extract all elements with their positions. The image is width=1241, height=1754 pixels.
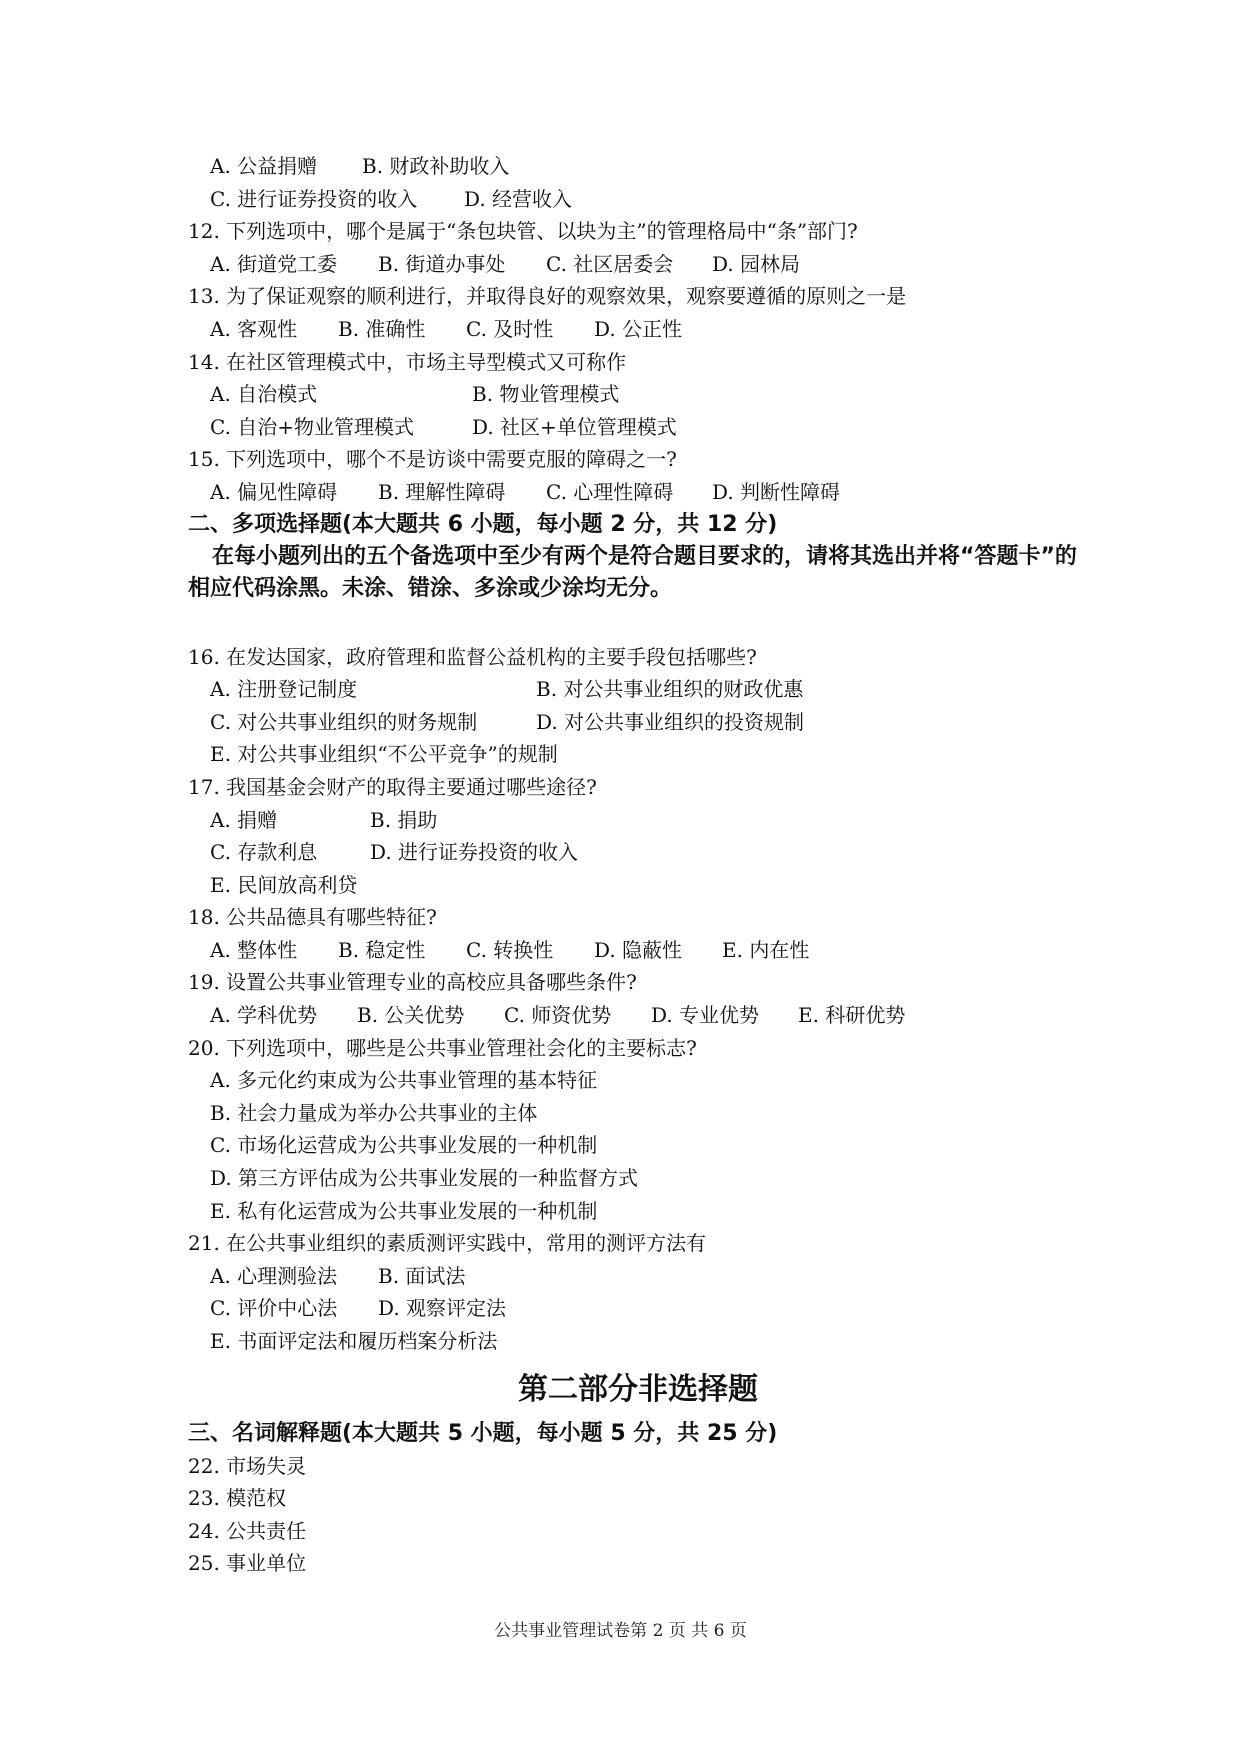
q12-option-b: B. 街道办事处	[378, 251, 506, 276]
q20-option-d: D. 第三方评估成为公共事业发展的一种监督方式	[210, 1166, 639, 1191]
q21-option-e: E. 书面评定法和履历档案分析法	[210, 1329, 498, 1353]
q23-item: 23. 模范权	[188, 1486, 287, 1511]
q17-option-a: A. 捐赠	[210, 807, 278, 832]
q16-option-e: E. 对公共事业组织“不公平竞争”的规制	[210, 742, 558, 767]
q14-option-b: B. 物业管理模式	[472, 382, 620, 407]
q20-option-b: B. 社会力量成为举办公共事业的主体	[210, 1100, 538, 1125]
q12-stem: 12. 下列选项中，哪个是属于“条包块管、以块为主”的管理格局中“条”部门?	[188, 219, 858, 244]
q21-option-b: B. 面试法	[378, 1263, 466, 1288]
q14-stem: 14. 在社区管理模式中，市场主导型模式又可称作	[188, 349, 627, 374]
q21-stem: 21. 在公共事业组织的素质测评实践中，常用的测评方法有	[188, 1231, 707, 1256]
q16-options-row3	[188, 738, 1088, 771]
q16-stem: 16. 在发达国家，政府管理和监督公益机构的主要手段包括哪些?	[188, 644, 757, 669]
q17-option-c: C. 存款利息	[210, 840, 318, 865]
q17-options-row1	[188, 804, 1088, 837]
q19-stem: 19. 设置公共事业管理专业的高校应具备哪些条件?	[188, 970, 637, 995]
q24-item: 24. 公共责任	[188, 1518, 307, 1543]
q21-options-row3	[188, 1325, 1088, 1358]
q18-options	[188, 934, 1088, 967]
q21-option-c: C. 评价中心法	[210, 1296, 338, 1321]
q13-stem: 13. 为了保证观察的顺利进行，并取得良好的观察效果，观察要遵循的原则之一是	[188, 284, 907, 309]
q13-option-a: A. 客观性	[210, 316, 298, 341]
spacer	[188, 605, 1088, 641]
q17-options-row3	[188, 869, 1088, 902]
q21-option-d: D. 观察评定法	[378, 1296, 507, 1321]
q14-option-a: A. 自治模式	[210, 382, 318, 407]
q16-option-c: C. 对公共事业组织的财务规制	[210, 709, 478, 734]
q12-option-a: A. 街道党工委	[210, 251, 338, 276]
q11-option-c: C. 进行证券投资的收入	[210, 186, 418, 211]
q20-option-c: C. 市场化运营成为公共事业发展的一种机制	[210, 1133, 598, 1158]
q19-option-b: B. 公关优势	[357, 1003, 465, 1028]
q14-option-d: D. 社区+单位管理模式	[472, 414, 677, 439]
section2-instruction: 在每小题列出的五个备选项中至少有两个是符合题目要求的，请将其选出并将“答题卡”的相应代码涂黑。未涂、错涂、多涂或少涂均无分。	[188, 543, 1077, 601]
q18-option-b: B. 稳定性	[338, 937, 426, 962]
q22-item: 22. 市场失灵	[188, 1453, 307, 1478]
q12-option-d: D. 园林局	[712, 251, 801, 276]
q25-item: 25. 事业单位	[188, 1551, 307, 1576]
q15-option-d: D. 判断性障碍	[712, 479, 841, 504]
q17-option-e: E. 民间放高利贷	[210, 872, 358, 897]
q15-options	[188, 476, 1088, 509]
q11-option-d: D. 经营收入	[464, 186, 573, 211]
q13-option-c: C. 及时性	[466, 316, 554, 341]
q18-option-d: D. 隐蔽性	[594, 937, 683, 962]
q17-stem: 17. 我国基金会财产的取得主要通过哪些途径?	[188, 774, 597, 799]
q12-option-c: C. 社区居委会	[546, 251, 674, 276]
q15-option-a: A. 偏见性障碍	[210, 479, 338, 504]
q16-option-b: B. 对公共事业组织的财政优惠	[536, 677, 804, 702]
q16-option-d: D. 对公共事业组织的投资规制	[536, 709, 805, 734]
q17-options-row2	[188, 836, 1088, 869]
q21-option-a: A. 心理测验法	[210, 1263, 338, 1288]
q11-option-a: A. 公益捐赠	[210, 154, 318, 178]
q19-option-d: D. 专业优势	[651, 1003, 760, 1028]
q17-option-b: B. 捐助	[370, 807, 438, 832]
q16-options-row1	[188, 673, 1088, 706]
q14-options-row2	[188, 411, 1088, 444]
q20-option-e: E. 私有化运营成为公共事业发展的一种机制	[210, 1198, 598, 1223]
q17-option-d: D. 进行证券投资的收入	[370, 840, 579, 865]
q20-stem: 20. 下列选项中，哪些是公共事业管理社会化的主要标志?	[188, 1035, 697, 1060]
q11-options-row1	[188, 150, 1088, 183]
q12-options	[188, 248, 1088, 281]
q19-options	[188, 999, 1088, 1032]
q13-option-d: D. 公正性	[594, 316, 683, 341]
exam-content	[188, 150, 1088, 1580]
q15-stem: 15. 下列选项中，哪个不是访谈中需要克服的障碍之一?	[188, 447, 677, 472]
section2-heading: 二、多项选择题(本大题共 6 小题，每小题 2 分，共 12 分)	[188, 511, 778, 537]
q21-options-row2	[188, 1292, 1088, 1325]
q14-option-c: C. 自治+物业管理模式	[210, 414, 415, 439]
q19-option-a: A. 学科优势	[210, 1003, 318, 1028]
q18-option-c: C. 转换性	[466, 937, 554, 962]
q13-options	[188, 313, 1088, 346]
q16-options-row2	[188, 706, 1088, 739]
q18-option-a: A. 整体性	[210, 937, 298, 962]
q15-option-c: C. 心理性障碍	[546, 479, 674, 504]
q11-options-row2	[188, 183, 1088, 216]
q19-option-c: C. 师资优势	[504, 1003, 612, 1028]
q14-options-row1	[188, 378, 1088, 411]
page-footer: 公共事业管理试卷第 2 页 共 6 页	[494, 1621, 747, 1641]
q21-options-row1	[188, 1260, 1088, 1293]
q19-option-e: E. 科研优势	[798, 1003, 906, 1028]
q20-option-a: A. 多元化约束成为公共事业管理的基本特征	[210, 1068, 598, 1093]
q16-option-a: A. 注册登记制度	[210, 677, 358, 702]
q11-option-b: B. 财政补助收入	[362, 154, 510, 178]
q15-option-b: B. 理解性障碍	[378, 479, 506, 504]
q18-option-e: E. 内在性	[722, 937, 810, 962]
q18-stem: 18. 公共品德具有哪些特征?	[188, 905, 437, 930]
section3-heading: 三、名词解释题(本大题共 5 小题，每小题 5 分，共 25 分)	[188, 1420, 778, 1446]
q13-option-b: B. 准确性	[338, 316, 426, 341]
part2-title: 第二部分非选择题	[518, 1371, 758, 1407]
